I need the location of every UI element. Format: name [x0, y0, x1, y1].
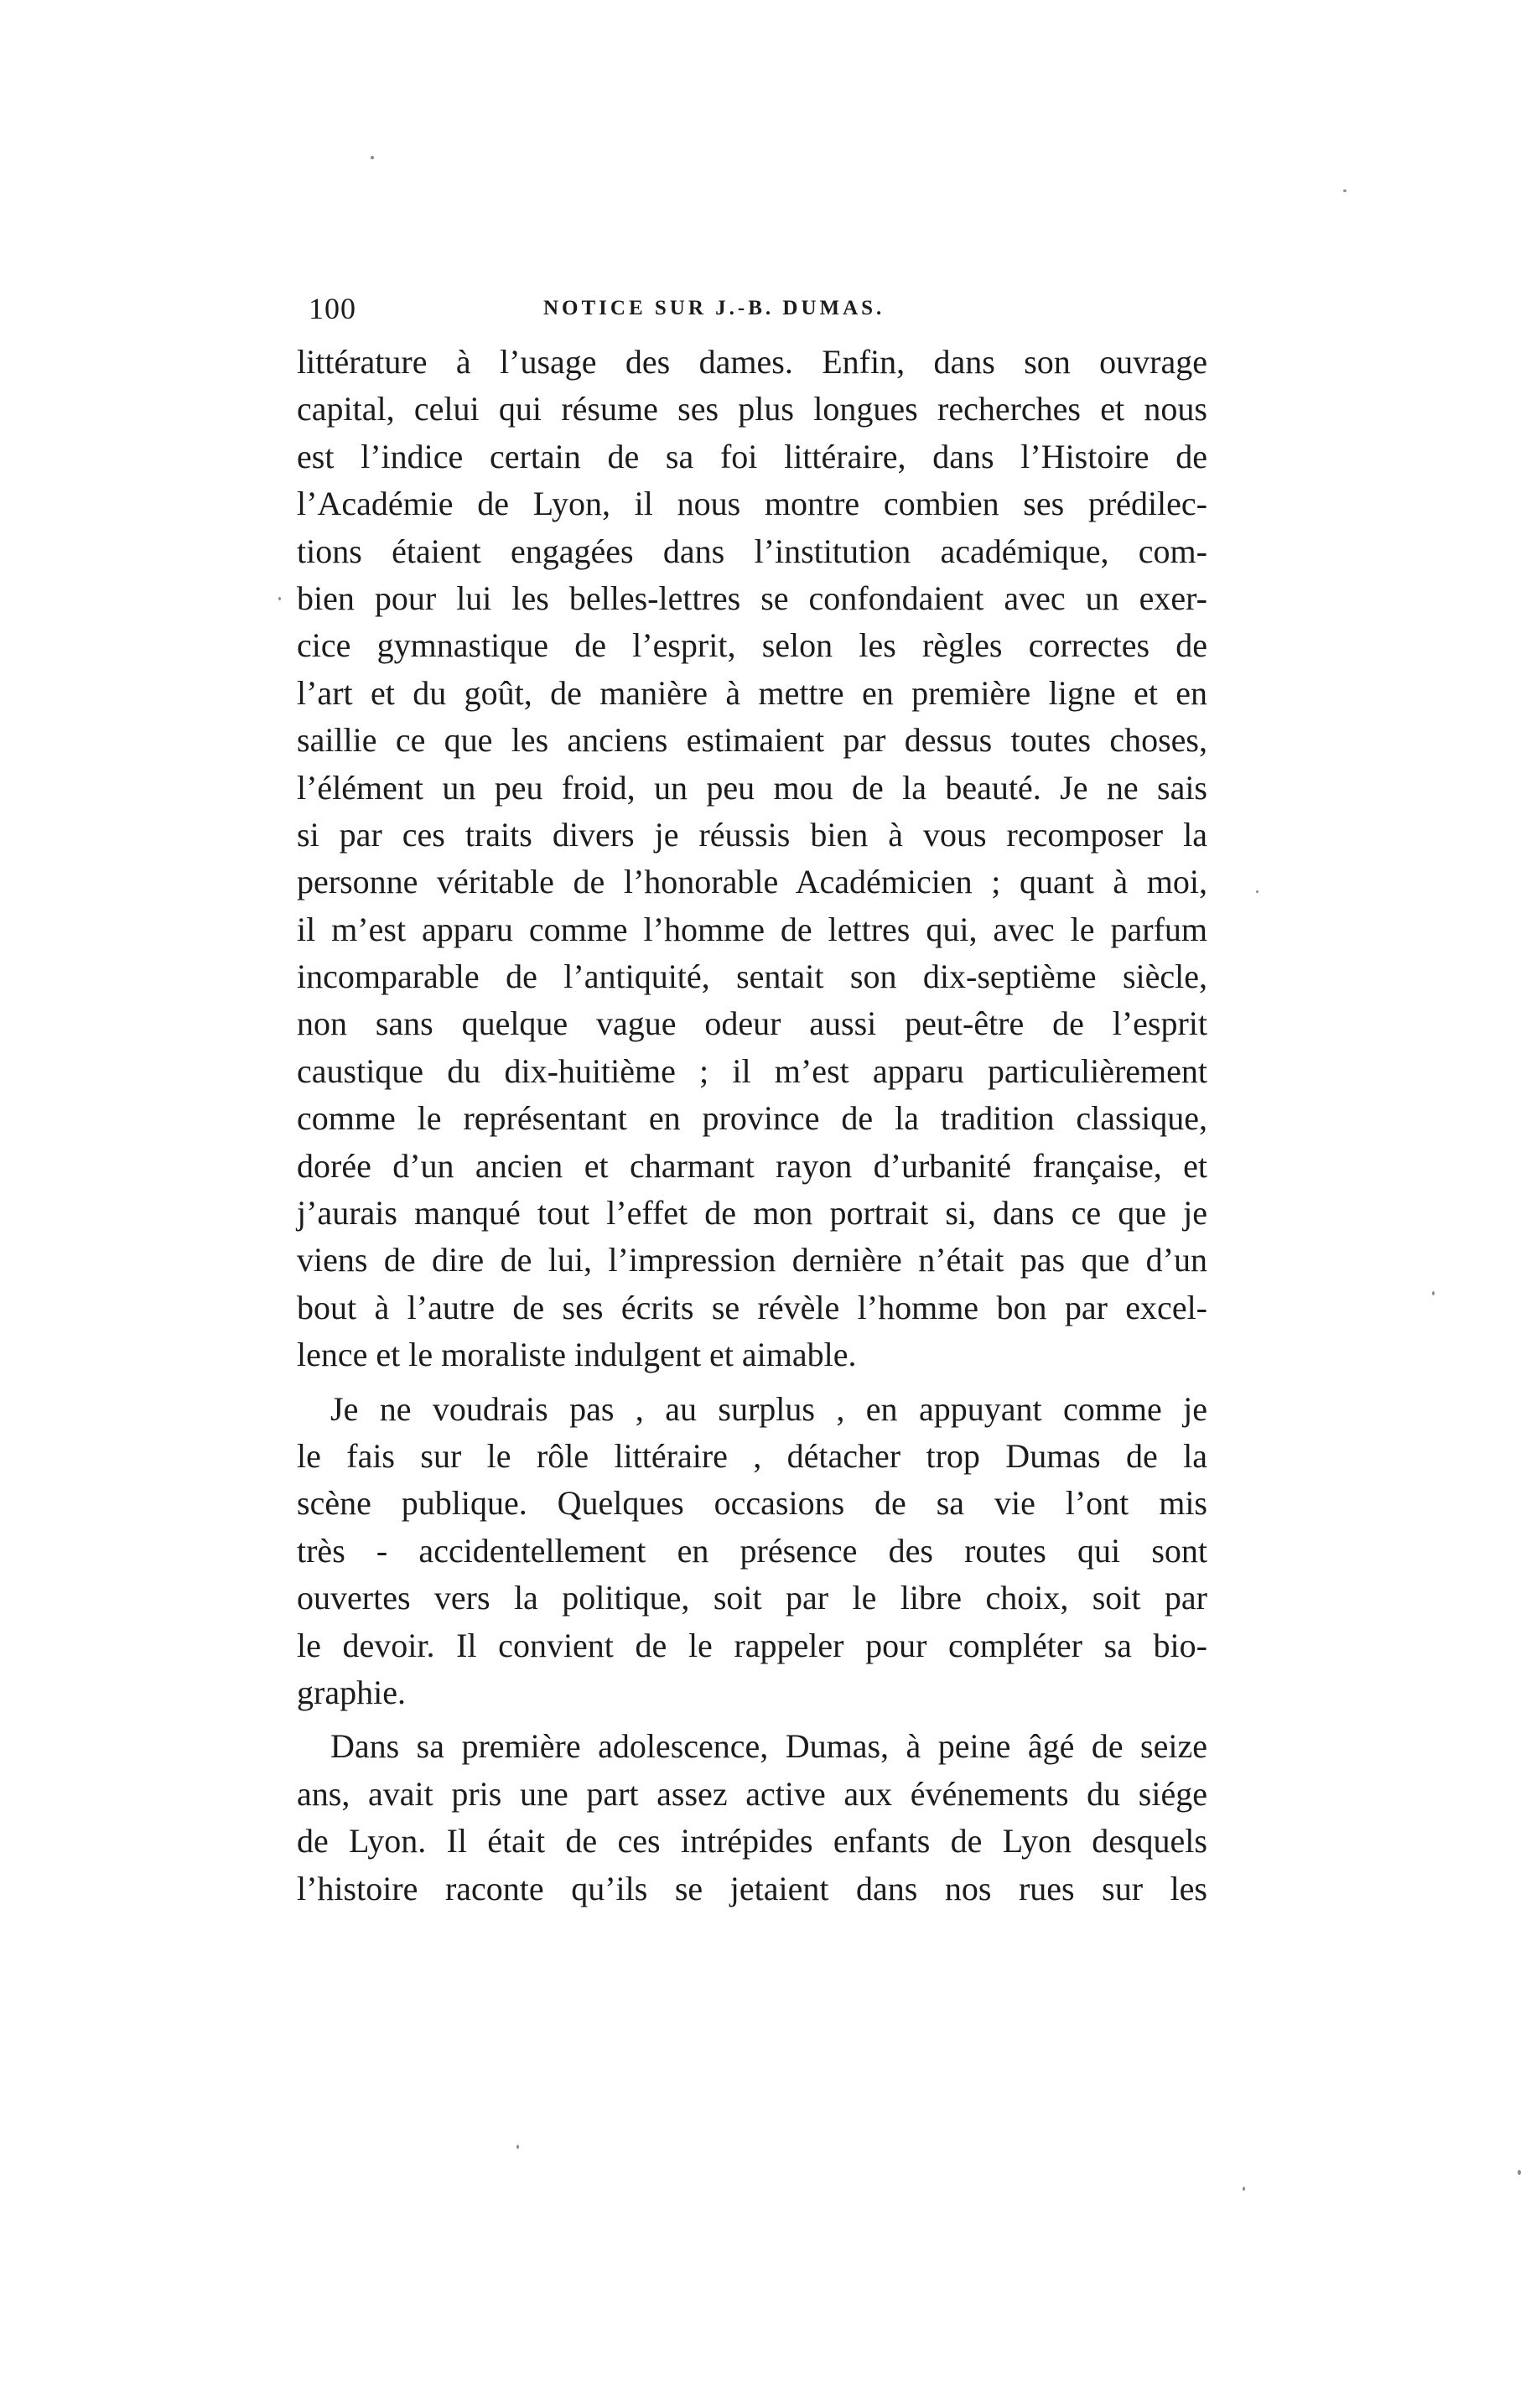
text-line: si par ces traits divers je réussis bien à vous recomposer la — [297, 815, 1207, 854]
text-line: j’aurais manqué tout l’effet de mon portrait si, dans ce que je — [297, 1194, 1207, 1233]
text-line: incomparable de l’antiquité, sentait son dix-septième siècle, — [297, 957, 1207, 996]
text-line: comme le représentant en province de la tradition classique, — [297, 1099, 1207, 1138]
text-line: l’Académie de Lyon, il nous montre combien ses prédilec- — [297, 485, 1207, 523]
body-text — [297, 339, 1207, 1912]
text-line: littérature à l’usage des dames. Enfin, dans son ouvrage — [297, 343, 1207, 381]
scan-speck — [516, 2145, 519, 2149]
scan-speck — [1256, 890, 1259, 893]
running-head: NOTICE SUR J.-B. DUMAS. — [543, 297, 885, 319]
text-line: l’art et du goût, de manière à mettre en première ligne et en — [297, 673, 1207, 712]
scan-speck — [371, 156, 374, 159]
text-line: viens de dire de lui, l’impression dernière n’était pas que d’un — [297, 1241, 1207, 1279]
text-line: très - accidentellement en présence des routes qui sont — [297, 1531, 1207, 1570]
text-line: l’élément un peu froid, un peu mou de la beauté. Je ne sais — [297, 768, 1207, 807]
page-header — [309, 292, 1197, 325]
text-line: tions étaient engagées dans l’institution académique, com- — [297, 532, 1207, 570]
text-line: ouvertes vers la politique, soit par le libre choix, soit par — [297, 1579, 1207, 1617]
text-line: non sans quelque vague odeur aussi peut-être de l’esprit — [297, 1004, 1207, 1043]
scan-speck — [1343, 189, 1347, 192]
scan-speck — [1432, 1291, 1435, 1295]
text-line: Dans sa première adolescence, Dumas, à peine âgé de seize — [330, 1727, 1207, 1766]
text-line: le devoir. Il convient de le rappeler pour compléter sa bio- — [297, 1626, 1207, 1664]
text-line: bout à l’autre de ses écrits se révèle l’homme bon par excel- — [297, 1288, 1207, 1326]
text-line: le fais sur le rôle littéraire , détacher trop Dumas de la — [297, 1436, 1207, 1475]
text-line: bien pour lui les belles-lettres se confondaient avec un exer- — [297, 579, 1207, 617]
text-line: Je ne voudrais pas , au surplus , en appuyant comme je — [330, 1389, 1207, 1428]
text-line: caustique du dix-huitième ; il m’est apparu particulièrement — [297, 1051, 1207, 1090]
scan-speck — [1518, 2170, 1521, 2175]
text-line: personne véritable de l’honorable Académicien ; quant à moi, — [297, 863, 1207, 901]
paragraph — [297, 339, 1207, 1379]
scan-speck — [278, 597, 281, 600]
text-line: il m’est apparu comme l’homme de lettres qui, avec le parfum — [297, 910, 1207, 948]
scan-speck — [1243, 2187, 1245, 2191]
page-number: 100 — [309, 292, 356, 325]
text-line: cice gymnastique de l’esprit, selon les règles correctes de — [297, 626, 1207, 665]
text-line: lence et le moraliste indulgent et aimable. — [297, 1336, 857, 1374]
text-line: capital, celui qui résume ses plus longues recherches et nous — [297, 390, 1207, 428]
text-line: de Lyon. Il était de ces intrépides enfants de Lyon desquels — [297, 1822, 1207, 1860]
text-line: graphie. — [297, 1673, 406, 1711]
text-line: l’histoire raconte qu’ils se jetaient dans nos rues sur les — [297, 1869, 1207, 1907]
text-line: ans, avait pris une part assez active aux événements du siége — [297, 1774, 1207, 1813]
text-line: est l’indice certain de sa foi littéraire, dans l’Histoire de — [297, 437, 1207, 475]
text-line: scène publique. Quelques occasions de sa vie l’ont mis — [297, 1484, 1207, 1523]
paragraph — [297, 1386, 1207, 1717]
text-line: saillie ce que les anciens estimaient par dessus toutes choses, — [297, 721, 1207, 760]
paragraph — [297, 1723, 1207, 1912]
text-line: dorée d’un ancien et charmant rayon d’urbanité française, et — [297, 1146, 1207, 1185]
